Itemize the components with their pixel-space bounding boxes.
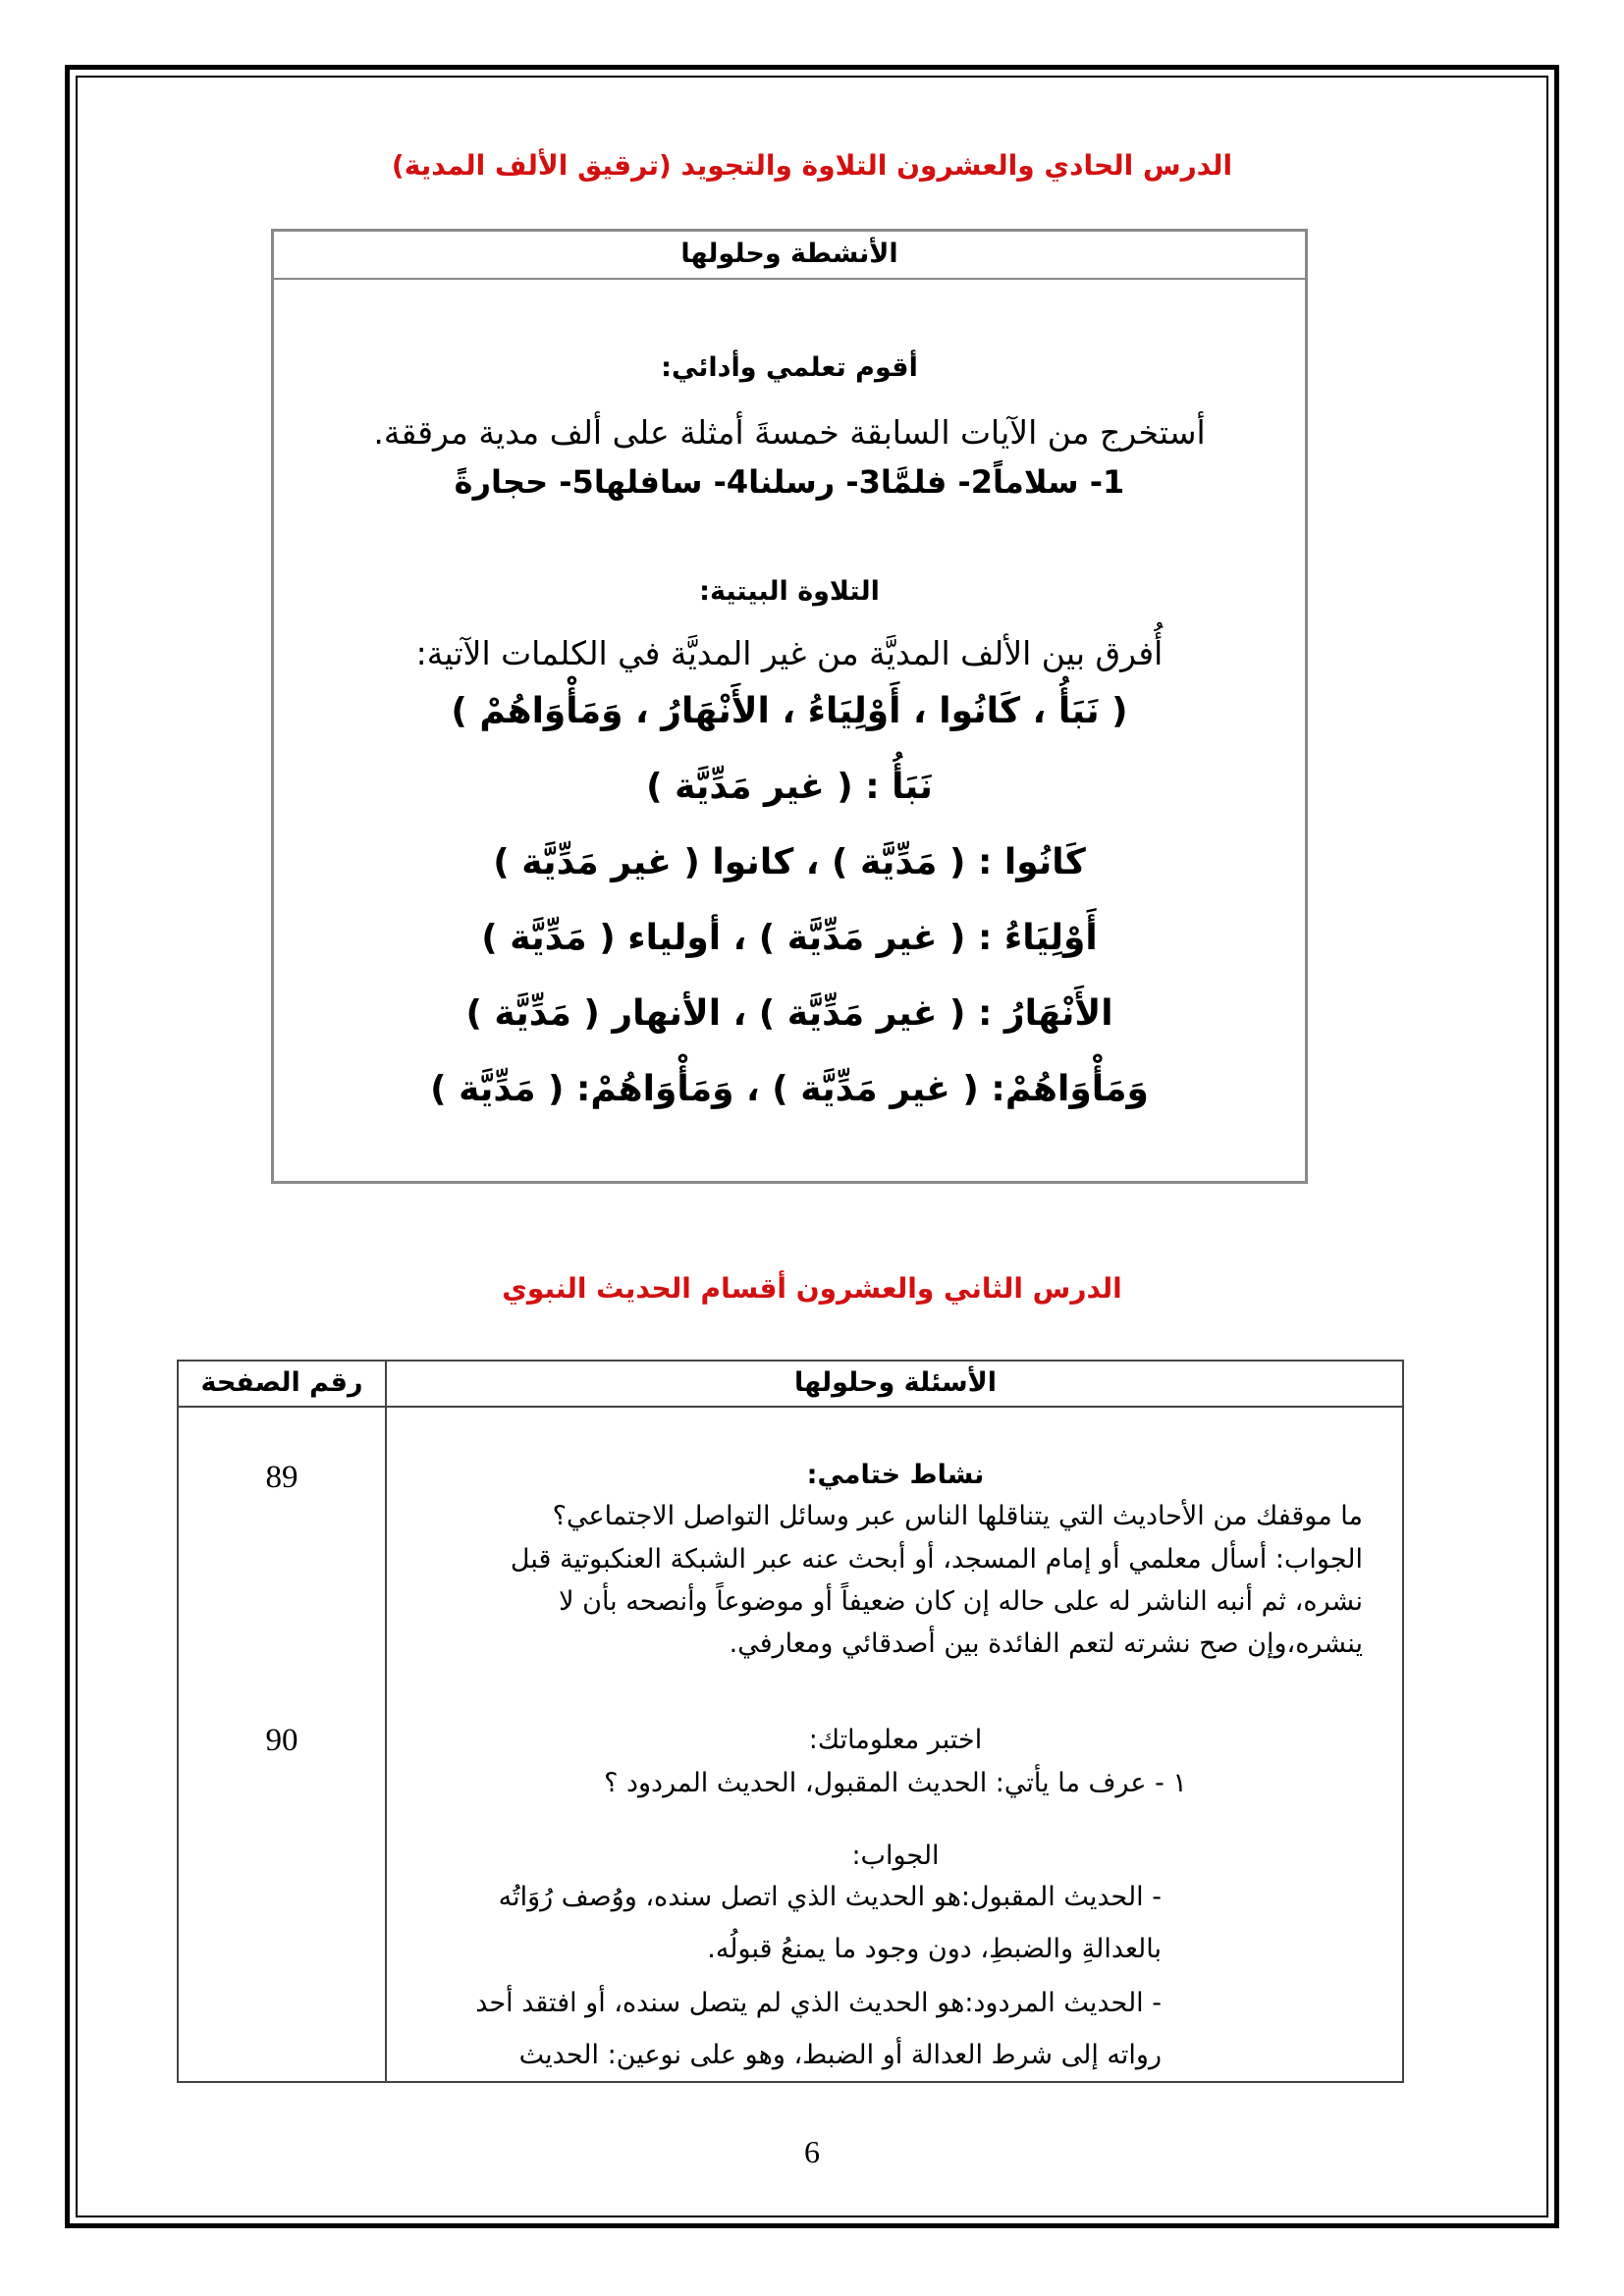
assess-answer: 1- سلاماً2- فلمَّا3- رسلنا4- سافلها5- حجارةً — [454, 463, 1125, 501]
assess-heading: أقوم تعلمي وأدائي: — [661, 352, 918, 383]
activity-line: ينشره،وإن صح نشرته لتعم الفائدة بين أصدقائي ومعارفي. — [729, 1629, 1363, 1659]
answer-line: نَبَأُ : ( غير مَدِّيَّة ) — [646, 767, 933, 807]
assess-question: أستخرج من الآيات السابقة خمسةَ أمثلة على ألف مدية مرققة. — [373, 413, 1206, 452]
activity-line: نشره، ثم أنبه الناشر له على حاله إن كان ضعيفاً أو موضوعاً وأنصحه بأن لا — [559, 1586, 1363, 1617]
home-recitation-question: أُفرق بين الألف المديَّة من غير المديَّة في الكلمات الآتية: — [415, 634, 1164, 672]
activity-line: ما موقفك من الأحاديث التي يتناقلها الناس عبر وسائل التواصل الاجتماعي؟ — [552, 1501, 1363, 1531]
answer-line: أَوْلِيَاءُ : ( غير مَدِّيَّة ) ، أولياء ( مَدِّيَّة ) — [481, 918, 1098, 958]
quiz-question: ١ - عرف ما يأتي: الحديث المقبول، الحديث المردود ؟ — [604, 1768, 1187, 1798]
column-header-questions: الأسئلة وحلولها — [793, 1367, 998, 1398]
quiz-heading: اختبر معلوماتك: — [808, 1725, 983, 1755]
answer-line: الأَنْهَارُ : ( غير مَدِّيَّة ) ، الأنهار ( مَدِّيَّة ) — [465, 993, 1113, 1034]
header-divider — [179, 1406, 1402, 1408]
page-number-cell: 90 — [265, 1723, 298, 1758]
home-recitation-words: ( نَبَأُ ، كَانُوا ، أَوْلِيَاءُ ، الأَنْهَارُ ، وَمَأْوَاهُمْ ) — [451, 691, 1128, 731]
page-number-cell: 89 — [265, 1460, 298, 1495]
answer-line: كَانُوا : ( مَدِّيَّة ) ، كانوا ( غير مَدِّيَّة ) — [493, 842, 1086, 882]
activity-line: الجواب: أسأل معلمي أو إمام المسجد، أو أبحث عنه عبر الشبكة العنكبوتية قبل — [510, 1544, 1363, 1575]
lesson-22-title: الدرس الثاني والعشرون أقسام الحديث النبوي — [502, 1272, 1122, 1305]
activities-box-header: الأنشطة وحلولها — [274, 232, 1305, 280]
activities-box — [271, 229, 1308, 1184]
home-recitation-heading: التلاوة البيتية: — [699, 576, 880, 607]
column-header-page: رقم الصفحة — [200, 1367, 363, 1398]
lesson-21-title: الدرس الحادي والعشرون التلاوة والتجويد (ترقيق الألف المدية) — [391, 149, 1233, 182]
answer-line: وَمَأْوَاهُمْ: ( غير مَدِّيَّة ) ، وَمَأْوَاهُمْ: ( مَدِّيَّة ) — [430, 1069, 1149, 1109]
quiz-answer-label: الجواب: — [851, 1841, 940, 1871]
quiz-answer-line: رواته إلى شرط العدالة أو الضبط، وهو على نوعين: الحديث — [518, 2040, 1162, 2070]
page-number: 6 — [804, 2134, 820, 2169]
quiz-answer-line: - الحديث المقبول:هو الحديث الذي اتصل سنده، ووُصف رُوَاتُه — [498, 1882, 1162, 1912]
activity-heading: نشاط ختامي: — [806, 1460, 985, 1490]
questions-table — [177, 1360, 1404, 2083]
quiz-answer-line: بالعدالةِ والضبطِ، دون وجود ما يمنعُ قبولُه. — [707, 1934, 1162, 1964]
quiz-answer-line: - الحديث المردود:هو الحديث الذي لم يتصل سنده، أو افتقد أحد — [475, 1988, 1162, 2018]
